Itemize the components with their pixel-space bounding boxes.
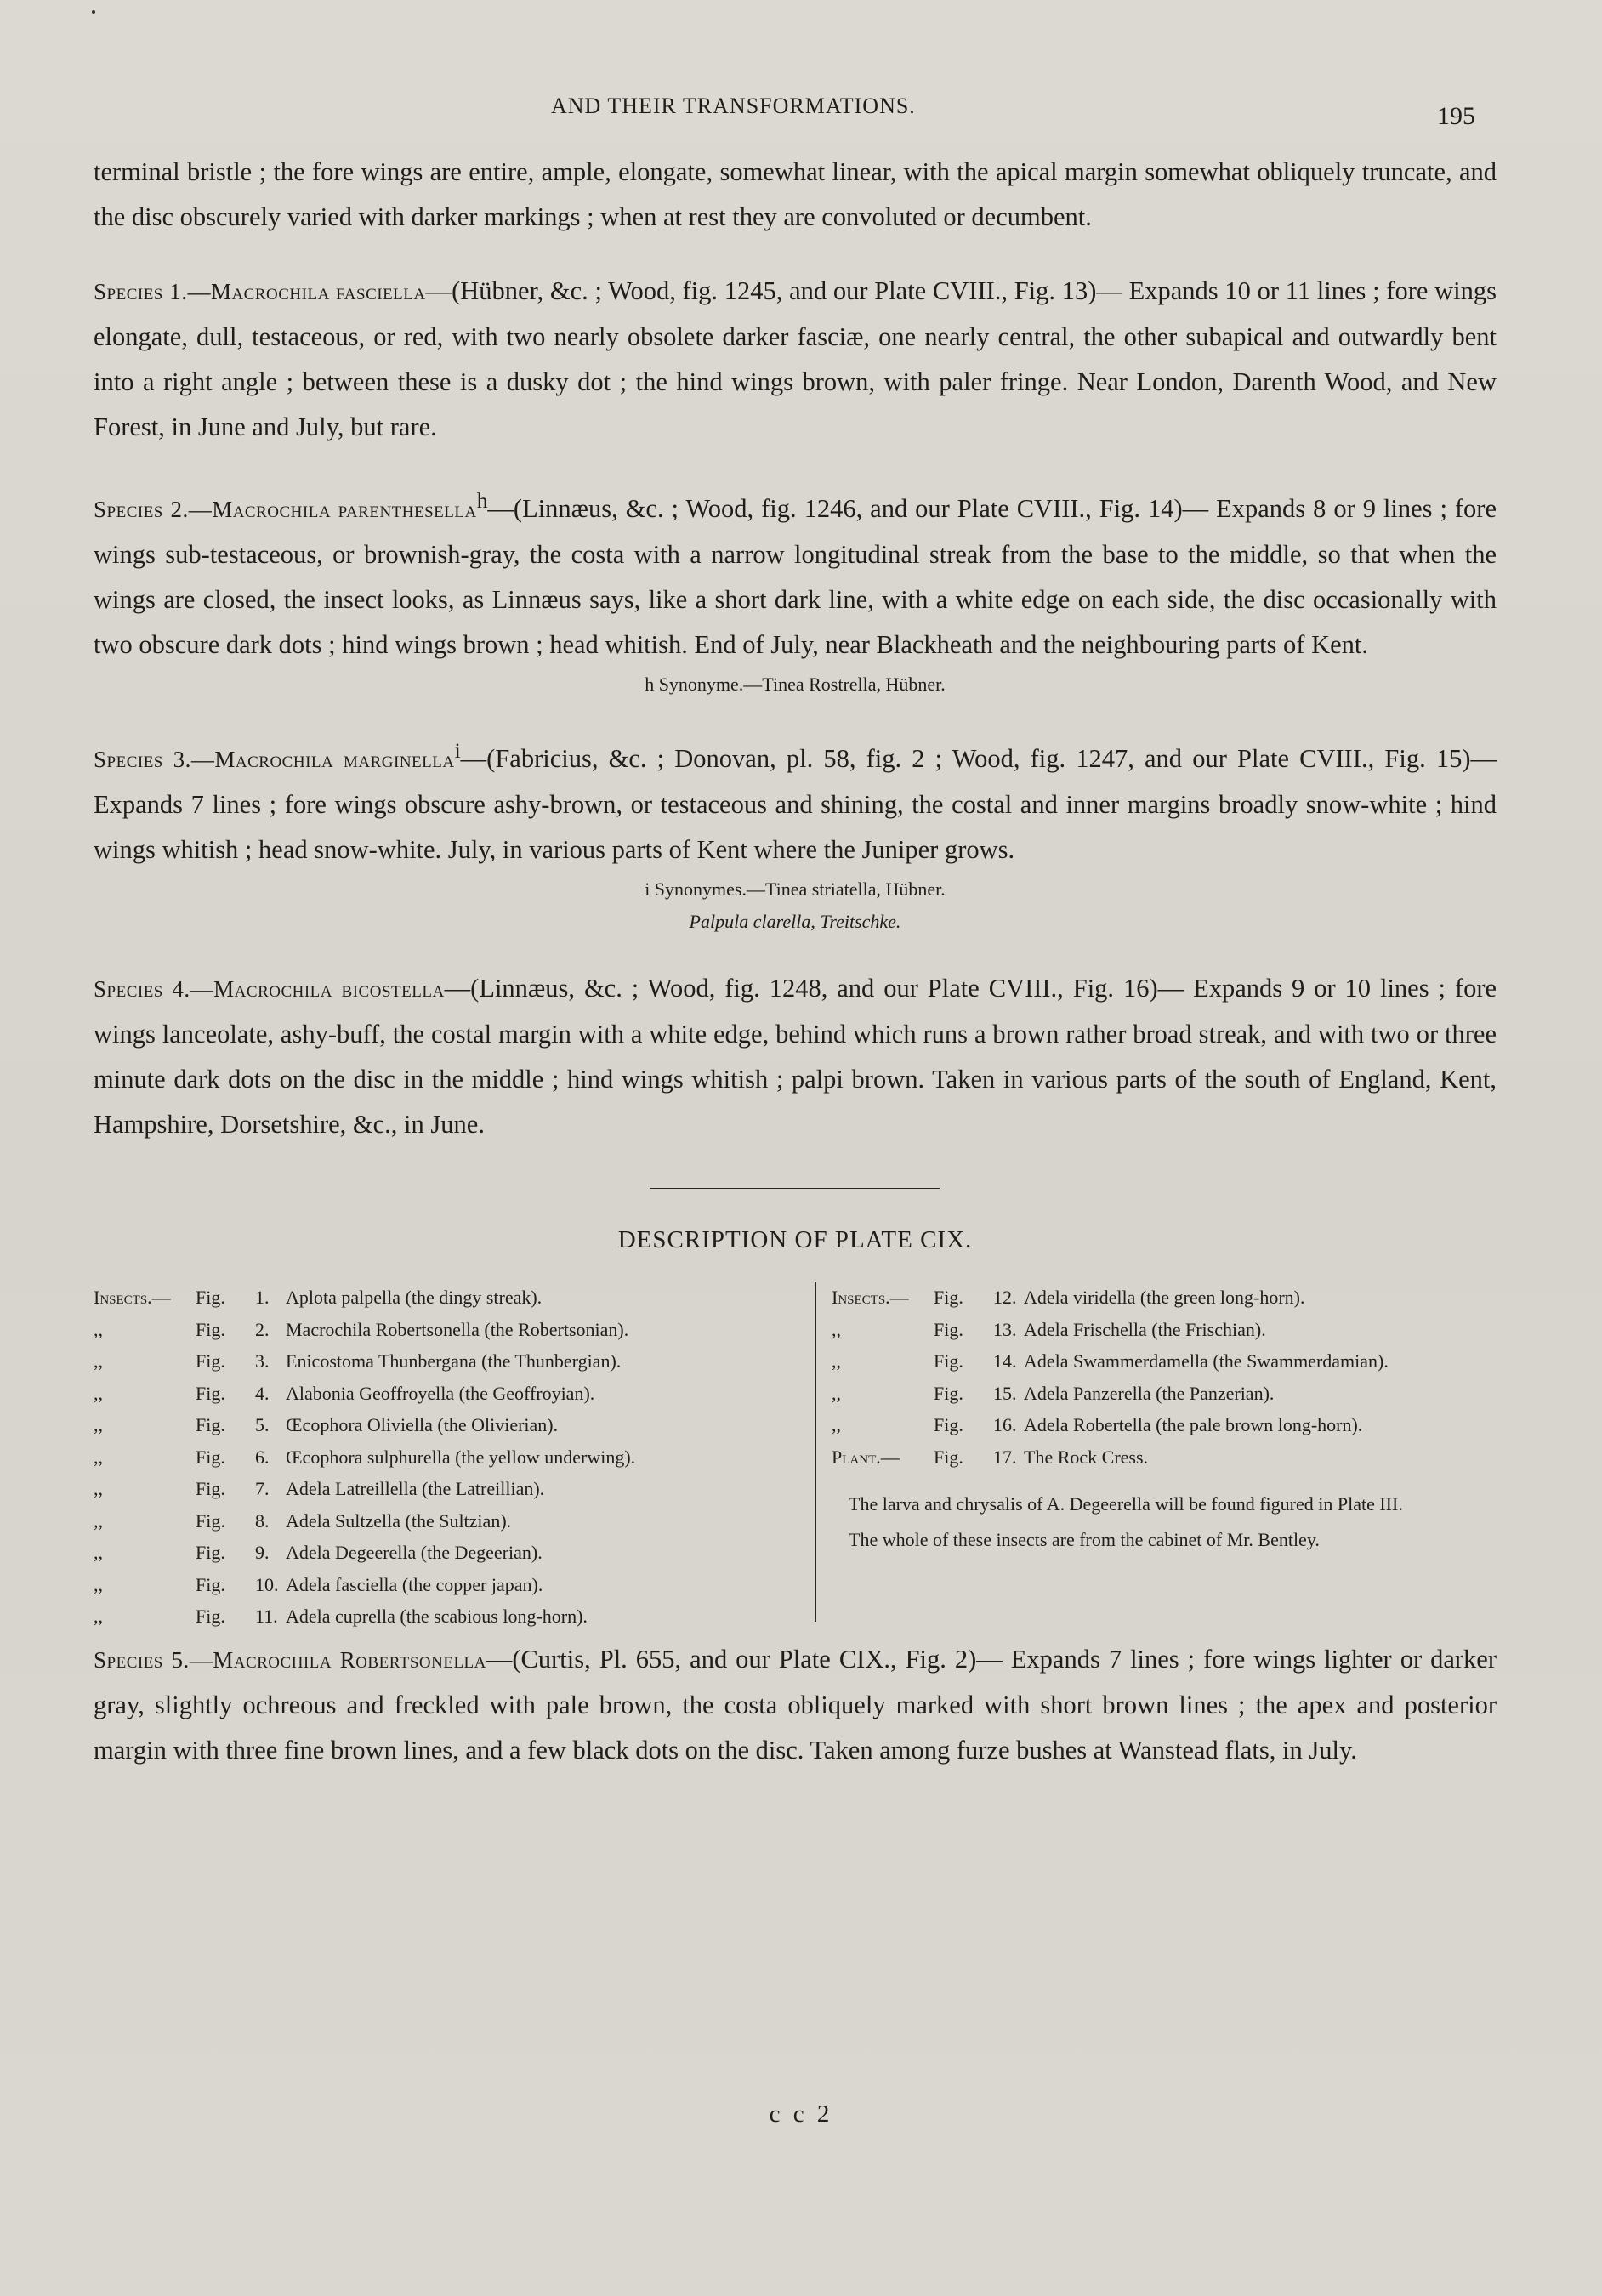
- entry-fig: Fig.: [934, 1414, 963, 1436]
- entry-fig: Fig.: [196, 1350, 225, 1372]
- entry-name: Adela Swammerdamella (the Swammerdamian).: [1024, 1350, 1389, 1372]
- plate-entry: [94, 1378, 808, 1410]
- running-title: AND THEIR TRANSFORMATIONS.: [551, 94, 916, 118]
- footnote-mark: h: [476, 489, 488, 513]
- entry-name: Alabonia Geoffroyella (the Geoffroyian).: [286, 1382, 595, 1404]
- species-description: Expands 10 or 11 lines ; fore wings elongate, dull, testaceous, or red, with two nearly obsolete darker fasciæ, one nearly central, the other subapical and outwardly bent into a right angle ; between these is a dusky dot ; the hind wings brown, with paler fringe. Near London, Darenth Wood, and New Forest, in June and July, but rare.: [94, 276, 1497, 441]
- species-4-paragraph: [94, 966, 1497, 1147]
- entry-number: 12.: [993, 1287, 1017, 1309]
- entry-fig: Fig.: [934, 1318, 963, 1340]
- species-description: Expands 7 lines ; fore wings lighter or darker gray, slightly ochreous and freckled with pale brown, the costa obliquely marked with short brown lines ; the apex and posterior margin with three fine brown lines, and a few black dots on the disc. Taken among furze bushes at Wanstead flats, in July.: [94, 1645, 1497, 1765]
- plate-entry: [94, 1282, 808, 1314]
- entry-group: ,,: [832, 1414, 841, 1436]
- species-reference: —(Hübner, &c. ; Wood, fig. 1245, and our Plate CVIII., Fig. 13)—: [425, 276, 1122, 305]
- entry-fig: Fig.: [196, 1605, 225, 1628]
- entry-number: 1.: [255, 1287, 270, 1309]
- plate-entry: [94, 1314, 808, 1346]
- entry-name: Adela Latreillella (the Latreillian).: [286, 1478, 545, 1500]
- species-label: Species 1.—Macrochila fasciella: [94, 279, 426, 304]
- plate-entry: [94, 1441, 808, 1474]
- entry-group: Plant.—: [832, 1446, 900, 1468]
- entry-name: Adela Panzerella (the Panzerian).: [1024, 1382, 1275, 1404]
- entry-group: ,,: [832, 1350, 841, 1372]
- page-header: [0, 88, 1602, 130]
- species-description: Expands 9 or 10 lines ; fore wings lanceolate, ashy-buff, the costal margin with a white edge, behind which runs a brown rather broad streak, and with two or three minute dark dots on the disc in the middle ; hind wings whitish ; palpi brown. Taken in various parts of the south of England, Kent, Hampshire, Dorsetshire, &c., in June.: [94, 974, 1497, 1139]
- page-number: 195: [1437, 102, 1475, 130]
- entry-fig: Fig.: [934, 1446, 963, 1468]
- entry-fig: Fig.: [196, 1509, 225, 1532]
- plate-entry: [832, 1441, 1495, 1474]
- species-label: Species 2.—Macrochila parenthesella: [94, 497, 477, 523]
- species-reference: —(Linnæus, &c. ; Wood, fig. 1246, and our Plate CVIII., Fig. 14)—: [487, 494, 1209, 524]
- species-1-paragraph: [94, 269, 1497, 450]
- plate-entry: [94, 1473, 808, 1505]
- entry-number: 7.: [255, 1478, 270, 1500]
- species-label: Species 3.—Macrochila marginella: [94, 747, 455, 773]
- species-reference: —(Linnæus, &c. ; Wood, fig. 1248, and our Plate CVIII., Fig. 16)—: [444, 974, 1184, 1003]
- entry-fig: Fig.: [196, 1478, 225, 1500]
- entry-group: ,,: [94, 1414, 103, 1436]
- page-body: [94, 150, 1497, 1773]
- entry-group: ,,: [832, 1382, 841, 1404]
- species-label: Species 4.—Macrochila bicostella: [94, 976, 445, 1003]
- entry-fig: Fig.: [196, 1287, 225, 1309]
- entry-fig: Fig.: [934, 1350, 963, 1372]
- printer-signature-mark: c c 2: [769, 2100, 833, 2128]
- species-description: Expands 7 lines ; fore wings obscure ashy-brown, or testaceous and shining, the costal and inner margins broadly snow-white ; hind wings whitish ; head snow-white. July, in various parts of Kent where the Juniper grows.: [94, 790, 1497, 865]
- plate-entry: [832, 1409, 1495, 1441]
- entry-name: Adela fasciella (the copper japan).: [286, 1573, 543, 1595]
- species-description: Expands 8 or 9 lines ; fore wings sub-testaceous, or brownish-gray, the costa with a narrow longitudinal streak from the base to the middle, so that when the wings are closed, the insect looks, as Linnæus says, like a short dark line, with a white edge on each side, the disc occasionally with two obscure dark dots ; hind wings brown ; head whitish. End of July, near Blackheath and the neighbouring parts of Kent.: [94, 494, 1497, 660]
- entry-name: Aplota palpella (the dingy streak).: [286, 1287, 543, 1309]
- entry-name: Adela Degeerella (the Degeerian).: [286, 1542, 543, 1564]
- plate-note-larva: The larva and chrysalis of A. Degeerella will be found figured in Plate III.: [849, 1493, 1403, 1515]
- footnote-h: h Synonyme.—Tinea Rostrella, Hübner.: [645, 673, 946, 696]
- entry-number: 17.: [993, 1446, 1017, 1468]
- entry-number: 13.: [993, 1318, 1017, 1340]
- entry-number: 10.: [255, 1573, 279, 1595]
- plate-entry: [832, 1314, 1495, 1346]
- plate-figure-list: [94, 1282, 1497, 1637]
- footnote-mark: i: [454, 739, 461, 764]
- entry-name: Adela cuprella (the scabious long-horn).: [286, 1605, 588, 1628]
- plate-entry: [94, 1537, 808, 1569]
- plate-description-title: DESCRIPTION OF PLATE CIX.: [617, 1226, 973, 1254]
- entry-group: Insects.—: [94, 1287, 171, 1309]
- entry-number: 4.: [255, 1382, 270, 1404]
- plate-list-left-column: [94, 1282, 808, 1633]
- entry-group: ,,: [94, 1350, 103, 1372]
- entry-name: Œcophora Oliviella (the Olivierian).: [286, 1414, 559, 1436]
- entry-group: ,,: [94, 1605, 103, 1628]
- entry-name: Macrochila Robertsonella (the Robertsonian).: [286, 1318, 629, 1340]
- plate-entry: [94, 1409, 808, 1441]
- footnote-i-continued: Palpula clarella, Treitschke.: [689, 911, 901, 933]
- species-label: Species 5.—Macrochila Robertsonella: [94, 1647, 486, 1674]
- entry-name: Adela Frischella (the Frischian).: [1024, 1318, 1266, 1340]
- species-reference: —(Fabricius, &c. ; Donovan, pl. 58, fig. 2 ; Wood, fig. 1247, and our Plate CVIII., Fig. 15)—: [460, 744, 1497, 774]
- entry-name: Enicostoma Thunbergana (the Thunbergian).: [286, 1350, 622, 1372]
- species-reference: —(Curtis, Pl. 655, and our Plate CIX., Fig. 2)—: [486, 1645, 1003, 1674]
- entry-name: Œcophora sulphurella (the yellow underwing).: [286, 1446, 636, 1468]
- entry-number: 2.: [255, 1318, 270, 1340]
- plate-entry: [832, 1378, 1495, 1410]
- entry-fig: Fig.: [196, 1542, 225, 1564]
- entry-name: Adela Sultzella (the Sultzian).: [286, 1509, 512, 1532]
- entry-number: 16.: [993, 1414, 1017, 1436]
- plate-note-cabinet: The whole of these insects are from the cabinet of Mr. Bentley.: [849, 1529, 1320, 1551]
- entry-group: Insects.—: [832, 1287, 909, 1309]
- entry-fig: Fig.: [196, 1318, 225, 1340]
- entry-group: ,,: [94, 1542, 103, 1564]
- entry-fig: Fig.: [196, 1414, 225, 1436]
- species-5-paragraph: [94, 1637, 1497, 1773]
- plate-list-right-column: [832, 1282, 1495, 1558]
- entry-name: Adela viridella (the green long-horn).: [1024, 1287, 1305, 1309]
- entry-group: ,,: [94, 1382, 103, 1404]
- entry-number: 6.: [255, 1446, 270, 1468]
- double-rule-divider: [650, 1185, 940, 1189]
- plate-entry: [832, 1345, 1495, 1378]
- footnote-i: i Synonymes.—Tinea striatella, Hübner.: [645, 878, 946, 901]
- entry-number: 15.: [993, 1382, 1017, 1404]
- entry-fig: Fig.: [196, 1446, 225, 1468]
- plate-entry: [94, 1505, 808, 1537]
- entry-fig: Fig.: [934, 1382, 963, 1404]
- entry-group: ,,: [94, 1318, 103, 1340]
- ink-speck: [92, 10, 95, 14]
- intro-paragraph: terminal bristle ; the fore wings are entire, ample, elongate, somewhat linear, with the apical margin somewhat obliquely truncate, and the disc obscurely varied with darker markings ; when at rest they are convoluted or decumbent.: [94, 157, 1497, 231]
- entry-name: Adela Robertella (the pale brown long-horn).: [1024, 1414, 1363, 1436]
- plate-entry: [94, 1345, 808, 1378]
- species-2-paragraph: [94, 479, 1497, 668]
- entry-fig: Fig.: [196, 1382, 225, 1404]
- entry-fig: Fig.: [196, 1573, 225, 1595]
- entry-group: ,,: [94, 1478, 103, 1500]
- entry-group: ,,: [94, 1509, 103, 1532]
- entry-number: 8.: [255, 1509, 270, 1532]
- plate-entry: [94, 1600, 808, 1633]
- column-divider: [815, 1282, 816, 1622]
- entry-group: ,,: [832, 1318, 841, 1340]
- entry-name: The Rock Cress.: [1024, 1446, 1149, 1468]
- entry-number: 5.: [255, 1414, 270, 1436]
- entry-number: 11.: [255, 1605, 278, 1628]
- species-3-paragraph: [94, 729, 1497, 872]
- entry-number: 3.: [255, 1350, 270, 1372]
- entry-fig: Fig.: [934, 1287, 963, 1309]
- entry-number: 9.: [255, 1542, 270, 1564]
- plate-entry: [832, 1282, 1495, 1314]
- entry-group: ,,: [94, 1573, 103, 1595]
- plate-entry: [94, 1569, 808, 1601]
- entry-number: 14.: [993, 1350, 1017, 1372]
- entry-group: ,,: [94, 1446, 103, 1468]
